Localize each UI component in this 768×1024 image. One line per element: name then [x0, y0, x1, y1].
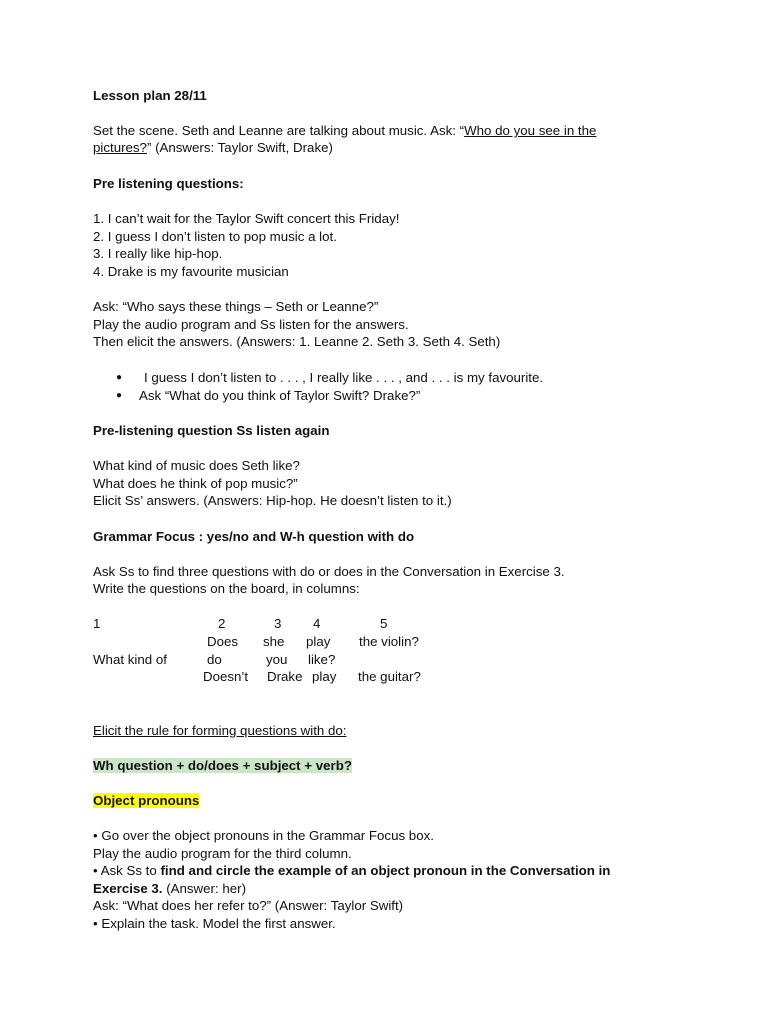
object-pronouns-heading-text: Object pronouns — [93, 793, 200, 808]
object-pronouns-line-3 — [93, 862, 610, 879]
grammar-instruction-1: Ask Ss to find three questions with do or does in the Conversation in Exercise 3. — [93, 564, 565, 579]
statement-4: 4. Drake is my favourite musician — [93, 264, 289, 279]
statement-3: 3. I really like hip-hop. — [93, 246, 223, 261]
table-cell: Drake — [267, 669, 303, 684]
bullet-icon: ● — [116, 372, 123, 383]
column-header-5: 5 — [380, 616, 388, 631]
line-4-bold: Exercise 3. — [93, 881, 163, 896]
grammar-rule-text: Wh question + do/does + subject + verb? — [93, 758, 352, 773]
intro-line-2 — [93, 139, 333, 156]
intro-underlined-question: Who do you see in the — [464, 123, 597, 138]
bullet-icon: ● — [116, 390, 123, 401]
table-cell: play — [312, 669, 337, 684]
statement-1: 1. I can’t wait for the Taylor Swift concert this Friday! — [93, 211, 400, 226]
elicit-answers: Then elicit the answers. (Answers: 1. Leanne 2. Seth 3. Seth 4. Seth) — [93, 334, 501, 349]
intro-underlined-question-end: pictures? — [93, 140, 147, 155]
table-cell: Does — [207, 634, 239, 649]
listen-again-line-1: What kind of music does Seth like? — [93, 458, 300, 473]
object-pronouns-heading — [93, 792, 199, 809]
intro-text: Set the scene. Seth and Leanne are talking about music. Ask: “ — [93, 123, 465, 138]
column-header-1: 1 — [93, 616, 101, 631]
table-cell: Doesn’t — [203, 669, 249, 684]
table-cell: do — [207, 652, 222, 667]
line-4-answer: (Answer: her) — [162, 881, 246, 896]
lesson-title: Lesson plan 28/11 — [93, 88, 207, 103]
play-audio-instruction: Play the audio program and Ss listen for the answers. — [93, 317, 409, 332]
table-cell: the violin? — [359, 634, 419, 649]
bullet-item-2: Ask “What do you think of Taylor Swift? Drake?” — [139, 388, 421, 403]
table-cell: play — [306, 634, 331, 649]
pre-listening-heading: Pre listening questions: — [93, 176, 244, 191]
table-cell: she — [263, 634, 285, 649]
intro-line-1 — [93, 122, 596, 139]
listen-again-line-2: What does he think of pop music?” — [93, 476, 298, 491]
table-cell: the guitar? — [358, 669, 421, 684]
listen-again-heading: Pre-listening question Ss listen again — [93, 423, 330, 438]
column-header-3: 3 — [274, 616, 282, 631]
column-header-4: 4 — [313, 616, 321, 631]
bullet-item-1: I guess I don’t listen to . . . , I really like . . . , and . . . is my favourite. — [144, 370, 544, 385]
table-cell: you — [266, 652, 288, 667]
ask-who-says: Ask: “Who says these things – Seth or Leanne?” — [93, 299, 379, 314]
listen-again-line-3: Elicit Ss’ answers. (Answers: Hip-hop. He doesn’t listen to it.) — [93, 493, 452, 508]
object-pronouns-line-2: Play the audio program for the third column. — [93, 846, 352, 861]
grammar-instruction-2: Write the questions on the board, in columns: — [93, 581, 360, 596]
object-pronouns-line-4 — [93, 880, 246, 897]
rule-intro: Elicit the rule for forming questions with do: — [93, 723, 347, 738]
grammar-rule — [93, 757, 352, 774]
object-pronouns-line-1: • Go over the object pronouns in the Grammar Focus box. — [93, 828, 434, 843]
column-header-2: 2 — [218, 616, 226, 631]
line-3-bold: find and circle the example of an object pronoun in the Conversation in — [160, 863, 611, 878]
table-cell: like? — [308, 652, 336, 667]
line-3-lead: • Ask Ss to — [93, 863, 161, 878]
grammar-focus-heading: Grammar Focus : yes/no and W-h question with do — [93, 529, 415, 544]
intro-answers: ” (Answers: Taylor Swift, Drake) — [146, 140, 333, 155]
statement-2: 2. I guess I don’t listen to pop music a lot. — [93, 229, 337, 244]
object-pronouns-line-6: • Explain the task. Model the first answer. — [93, 916, 336, 931]
table-cell: What kind of — [93, 652, 167, 667]
object-pronouns-line-5: Ask: “What does her refer to?” (Answer: Taylor Swift) — [93, 898, 404, 913]
